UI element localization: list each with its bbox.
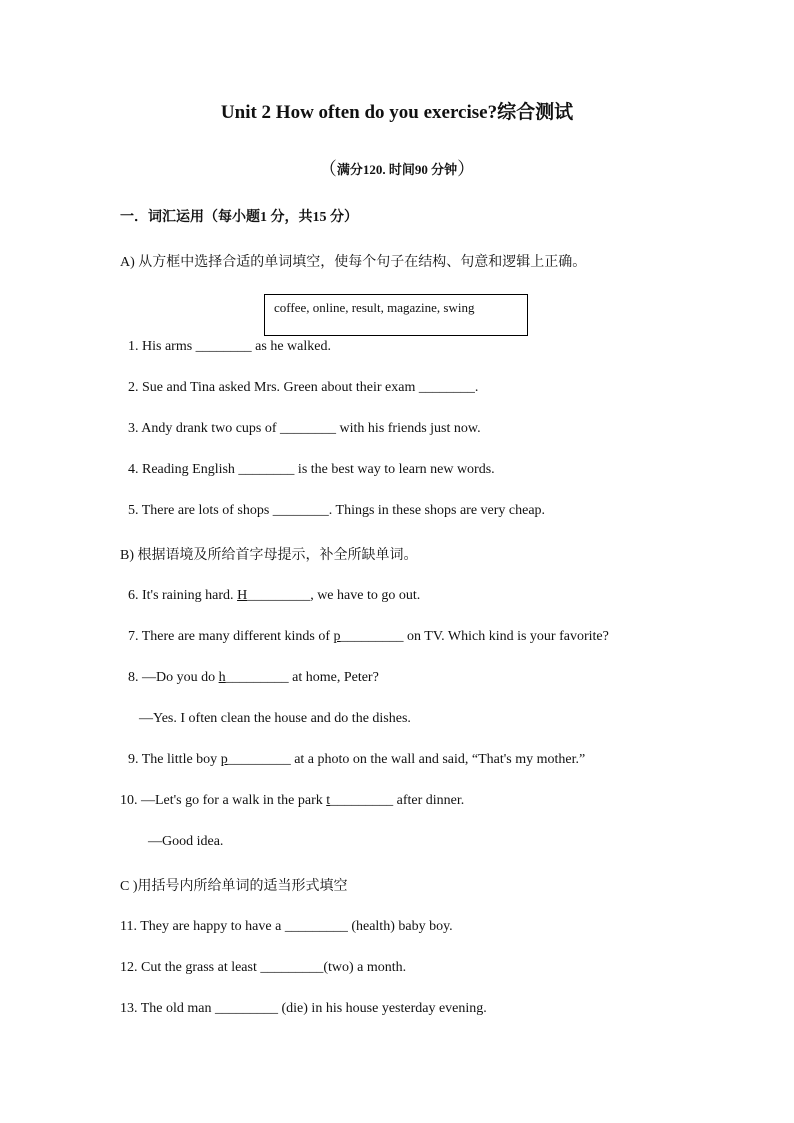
question-6-blank: _________ [247, 588, 311, 603]
word-box-words: coffee, online, result, magazine, swing [274, 300, 475, 315]
question-10-text: 10. —Let's go for a walk in the park [120, 793, 327, 808]
question-8-text: 8. —Do you do [128, 670, 219, 685]
question-11: 11. They are happy to have a _________ (health) baby boy. [120, 919, 453, 934]
question-9 [128, 752, 585, 768]
question-1: 1. His arms ________ as he walked. [128, 339, 331, 354]
question-9-text: 9. The little boy [128, 752, 221, 767]
question-8-answer: —Yes. I often clean the house and do the dishes. [139, 711, 411, 726]
word-box [264, 294, 528, 336]
page-title: Unit 2 How often do you exercise?综合测试 [220, 102, 574, 123]
question-10 [120, 793, 464, 809]
question-13: 13. The old man _________ (die) in his house yesterday evening. [120, 1001, 487, 1016]
score-time-note [0, 155, 794, 181]
question-7-blank: _________ [340, 629, 404, 644]
question-9-blank: _________ [227, 752, 291, 767]
section-heading: 一．词汇运用（每小题1 分，共15 分） [120, 210, 358, 225]
question-10-rest: after dinner. [393, 793, 465, 808]
question-7-rest: on TV. Which kind is your favorite? [403, 629, 609, 644]
question-6-text: 6. It's raining hard. [128, 588, 238, 603]
question-4: 4. Reading English ________ is the best way to learn new words. [128, 462, 495, 477]
question-10-letter: t [326, 793, 331, 808]
question-6-letter: H [237, 588, 248, 603]
question-10-answer: —Good idea. [148, 834, 224, 849]
part-a-instruction: A) 从方框中选择合适的单词填空，使每个句子在结构、句意和逻辑上正确。 [120, 255, 587, 270]
question-9-letter: p [220, 752, 228, 767]
score-time-text: 满分120. 时间90 分钟 [336, 162, 458, 177]
question-5: 5. There are lots of shops ________. Things in these shops are very cheap. [128, 503, 546, 518]
question-7-letter: p [333, 629, 341, 644]
question-9-rest: at a photo on the wall and said, “That's my mother.” [290, 752, 586, 767]
part-b-instruction: B) 根据语境及所给首字母提示，补全所缺单词。 [120, 548, 418, 563]
question-6-rest: , we have to go out. [310, 588, 421, 603]
part-c-instruction: C )用括号内所给单词的适当形式填空 [120, 879, 348, 894]
close-paren: ） [457, 159, 476, 179]
question-12: 12. Cut the grass at least _________(two) a month. [120, 960, 407, 975]
question-3: 3. Andy drank two cups of ________ with his friends just now. [128, 421, 481, 436]
question-8 [128, 670, 379, 686]
open-paren: （ [318, 159, 337, 179]
question-6 [128, 588, 420, 604]
question-2: 2. Sue and Tina asked Mrs. Green about their exam ________. [128, 380, 479, 395]
question-10-blank: _________ [330, 793, 394, 808]
question-8-blank: _________ [225, 670, 289, 685]
question-8-rest: at home, Peter? [288, 670, 379, 685]
question-7 [128, 629, 609, 645]
question-8-letter: h [218, 670, 226, 685]
question-7-text: 7. There are many different kinds of [128, 629, 334, 644]
